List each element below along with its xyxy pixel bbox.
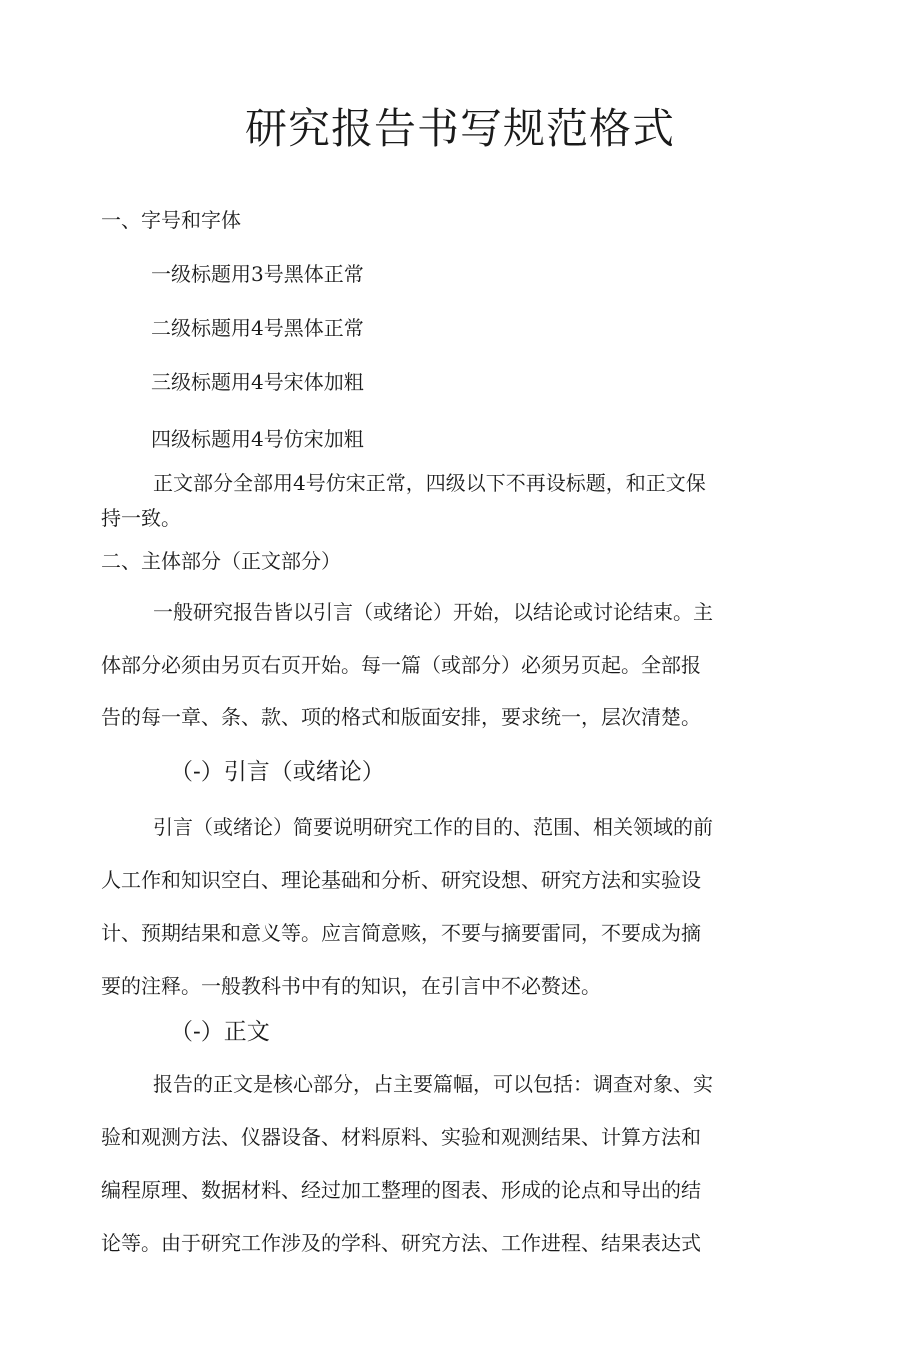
paragraph-line: 引言（或绪论）简要说明研究工作的目的、范围、相关领域的前 xyxy=(153,815,713,839)
paragraph-line: 一般研究报告皆以引言（或绪论）开始，以结论或讨论结束。主 xyxy=(153,600,713,624)
paragraph-line: 要的注释。一般教科书中有的知识，在引言中不必赘述。 xyxy=(101,974,601,998)
paragraph-line: 人工作和知识空白、理论基础和分析、研究设想、研究方法和实验设 xyxy=(101,868,701,892)
subsection-heading-intro: （-）引言（或绪论） xyxy=(170,759,385,785)
section-2-heading: 二、主体部分（正文部分） xyxy=(101,549,341,573)
section-1-item: 三级标题用4号宋体加粗 xyxy=(151,370,364,394)
section-1-item: 一级标题用3号黑体正常 xyxy=(151,262,364,286)
section-1-item: 四级标题用4号仿宋加粗 xyxy=(151,427,364,451)
section-1-item: 二级标题用4号黑体正常 xyxy=(151,316,364,340)
paragraph-line: 计、预期结果和意义等。应言简意赅，不要与摘要雷同，不要成为摘 xyxy=(101,921,701,945)
section-1-heading: 一、字号和字体 xyxy=(101,208,241,232)
paragraph-line: 体部分必须由另页右页开始。每一篇（或部分）必须另页起。全部报 xyxy=(101,653,701,677)
paragraph-line: 编程原理、数据材料、经过加工整理的图表、形成的论点和导出的结 xyxy=(101,1178,701,1202)
paragraph-line: 报告的正文是核心部分，占主要篇幅，可以包括：调查对象、实 xyxy=(153,1072,713,1096)
paragraph-line: 持一致。 xyxy=(101,506,181,530)
subsection-heading-body: （-）正文 xyxy=(170,1019,270,1045)
paragraph-line: 验和观测方法、仪器设备、材料原料、实验和观测结果、计算方法和 xyxy=(101,1125,701,1149)
document-title: 研究报告书写规范格式 xyxy=(244,104,675,153)
paragraph-line: 正文部分全部用4号仿宋正常，四级以下不再设标题，和正文保 xyxy=(153,471,706,495)
paragraph-line: 论等。由于研究工作涉及的学科、研究方法、工作进程、结果表达式 xyxy=(101,1231,701,1255)
paragraph-line: 告的每一章、条、款、项的格式和版面安排，要求统一，层次清楚。 xyxy=(101,705,701,729)
